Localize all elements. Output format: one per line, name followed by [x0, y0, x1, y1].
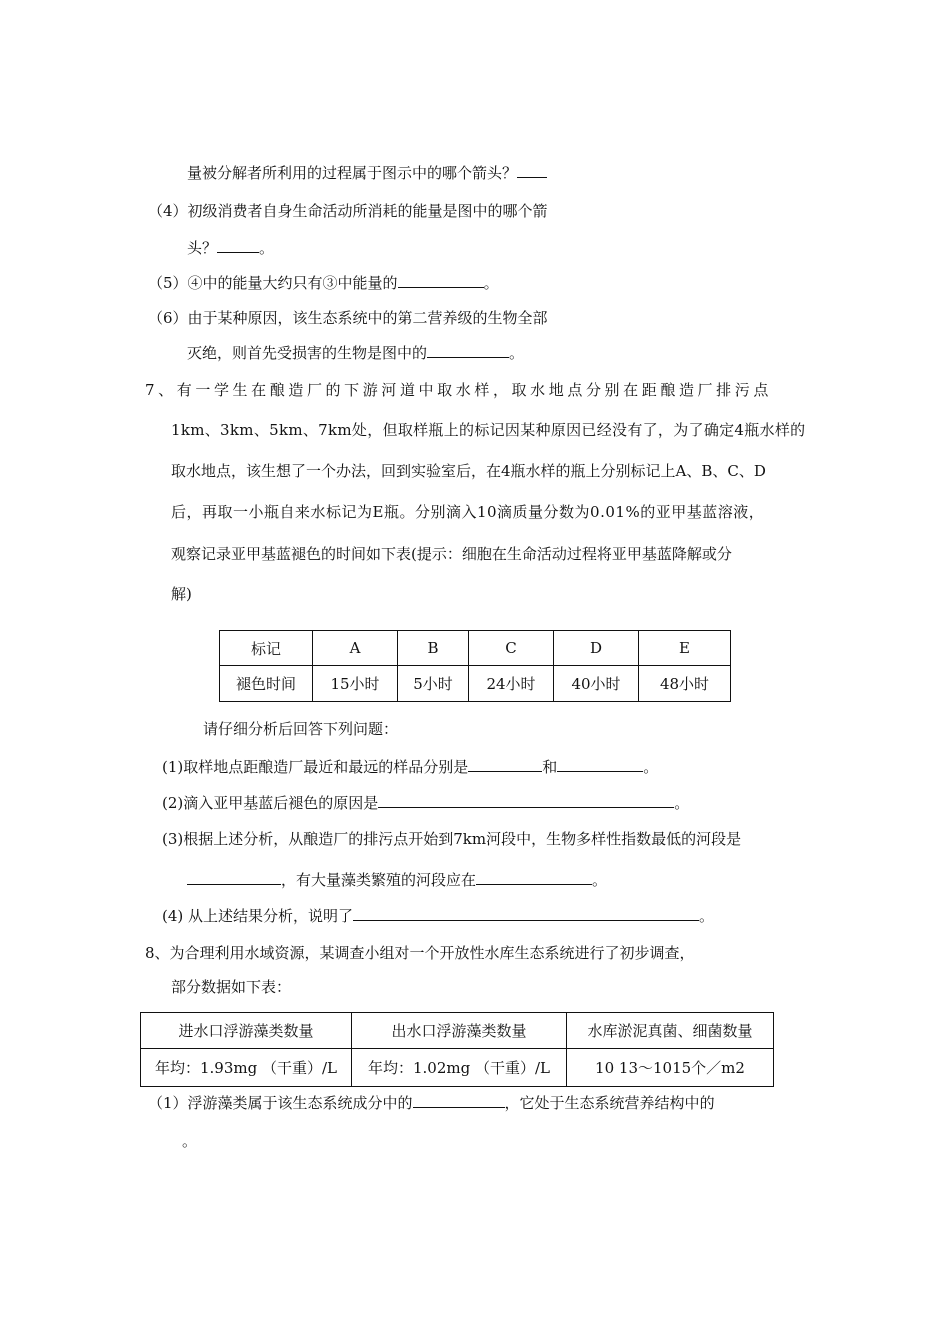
q6-p6-line1: （6）由于某种原因，该生态系统中的第二营养级的生物全部 — [148, 309, 548, 327]
q7-td-d: 40小时 — [554, 666, 639, 702]
q7-s1-text: (1)取样地点距酿造厂最近和最远的样品分别是 — [162, 758, 469, 776]
q8-td-inlet: 年均：1.93mg （干重）/L — [141, 1049, 352, 1087]
q6-period: 。 — [483, 274, 499, 292]
q7-line6: 解) — [171, 585, 192, 603]
q7-th-a: A — [313, 631, 398, 666]
q8-table-data-row — [141, 1049, 774, 1087]
q8-th-microbes: 水库淤泥真菌、细菌数量 — [567, 1013, 774, 1049]
q8-line2: 部分数据如下表： — [171, 978, 292, 996]
q7-line4: 后，再取一小瓶自来水标记为E瓶。分别滴入10滴质量分数为0.01%的亚甲基蓝溶液， — [171, 503, 765, 521]
q8-line1: 8、为合理利用水域资源，某调查小组对一个开放性水库生态系统进行了初步调查， — [145, 944, 695, 962]
q6-p4-blank[interactable] — [217, 238, 259, 253]
q7-s4-line — [162, 906, 714, 926]
q7-prompt: 请仔细分析后回答下列问题： — [203, 720, 399, 738]
q8-s1-line — [148, 1093, 715, 1113]
q6-period: 。 — [509, 344, 525, 362]
q7-th-label: 标记 — [220, 631, 313, 666]
q7-s2-text: (2)滴入亚甲基蓝后褪色的原因是 — [162, 794, 379, 812]
q8-s1-text-b: ，它处于生态系统营养结构中 — [504, 1094, 700, 1112]
q6-p6-line2 — [187, 343, 524, 363]
q7-table-header-row — [220, 631, 731, 666]
q6-p4-line2 — [187, 238, 274, 258]
q8-s1-text-a: （1）浮游藻类属于该生态系统成分中的 — [148, 1094, 413, 1112]
q7-th-c: C — [469, 631, 554, 666]
q7-period: 。 — [643, 758, 659, 776]
q6-arrow-blank[interactable] — [517, 163, 547, 178]
q7-s1-blank-farthest[interactable] — [557, 757, 643, 772]
q7-s3-blank-lowest[interactable] — [187, 870, 281, 885]
q6-p4-text: 头？ — [187, 239, 218, 257]
q6-cont-text: 量被分解者所利用的过程属于图示中的哪个箭头？ — [187, 164, 518, 182]
q6-period: 。 — [259, 239, 275, 257]
q6-cont-line — [187, 163, 547, 183]
q7-s4-blank[interactable] — [353, 906, 699, 921]
q8-th-outlet: 出水口浮游藻类数量 — [352, 1013, 567, 1049]
q7-line5: 观察记录亚甲基蓝褪色的时间如下表(提示：细胞在生命活动过程将亚甲基蓝降解或分 — [171, 545, 732, 563]
q6-p6-blank[interactable] — [427, 343, 509, 358]
q7-td-e: 48小时 — [639, 666, 731, 702]
q7-period: 。 — [674, 794, 690, 812]
q8-s1-text-c: 的 — [699, 1094, 715, 1112]
q7-period: 。 — [699, 907, 715, 925]
q8-td-microbes: 10 13～1015个／m2 — [567, 1049, 774, 1087]
q7-th-e: E — [639, 631, 731, 666]
q7-table-data-row — [220, 666, 731, 702]
q8-s1-line2: 。 — [182, 1132, 198, 1150]
q7-s3-text: ，有大量藻类繁殖的河段应在 — [281, 871, 477, 889]
q7-th-b: B — [398, 631, 469, 666]
q7-s3-blank-algae[interactable] — [476, 870, 592, 885]
q7-table — [219, 630, 731, 702]
q7-td-c: 24小时 — [469, 666, 554, 702]
q7-td-label: 褪色时间 — [220, 666, 313, 702]
q7-period: 。 — [592, 871, 608, 889]
q7-s1-line — [162, 757, 658, 777]
q7-line2: 1km、3km、5km、7km处，但取样瓶上的标记因某种原因已经没有了，为了确定4瓶水样的 — [171, 421, 806, 439]
q7-th-d: D — [554, 631, 639, 666]
q8-s1-blank-component[interactable] — [413, 1093, 505, 1108]
q8-th-inlet: 进水口浮游藻类数量 — [141, 1013, 352, 1049]
q7-td-b: 5小时 — [398, 666, 469, 702]
q7-td-a: 15小时 — [313, 666, 398, 702]
q7-s1-and: 和 — [542, 758, 558, 776]
q7-s4-text: (4) 从上述结果分析，说明了 — [162, 907, 354, 925]
q7-line3 — [171, 461, 766, 481]
q6-p5-text-a: （5）④中的能量大约只有③中能 — [148, 274, 368, 292]
q8-table-header-row — [141, 1013, 774, 1049]
q6-p5-blank[interactable] — [398, 273, 484, 288]
q8-td-outlet: 年均：1.02mg （干重）/L — [352, 1049, 567, 1087]
q6-p5-line — [148, 273, 499, 293]
q8-table — [140, 1012, 774, 1087]
q6-p5-text-b: 量的 — [367, 274, 398, 292]
q7-s3-line1: (3)根据上述分析，从酿造厂的排污点开始到7km河段中，生物多样性指数最低的河段是 — [162, 830, 742, 848]
q7-line3-b: 水样的瓶上分别标记上A、B、C、D — [525, 462, 766, 480]
q7-s1-blank-nearest[interactable] — [468, 757, 542, 772]
q6-p4-line1: （4）初级消费者自身生命活动所消耗的能量是图中的哪个箭 — [148, 202, 548, 220]
q6-p6-text: 灭绝，则首先受损害的生物是图中的 — [187, 344, 428, 362]
q7-line3-a: 取水地点，该生想了一个办法，回到实验室后，在4瓶 — [171, 462, 526, 480]
q7-s2-line — [162, 793, 689, 813]
q7-line1: 7、有一学生在酿造厂的下游河道中取水样，取水地点分别在距酿造厂排污点 — [145, 381, 772, 399]
q7-s2-blank[interactable] — [378, 793, 674, 808]
q7-s3-line2 — [187, 870, 607, 890]
